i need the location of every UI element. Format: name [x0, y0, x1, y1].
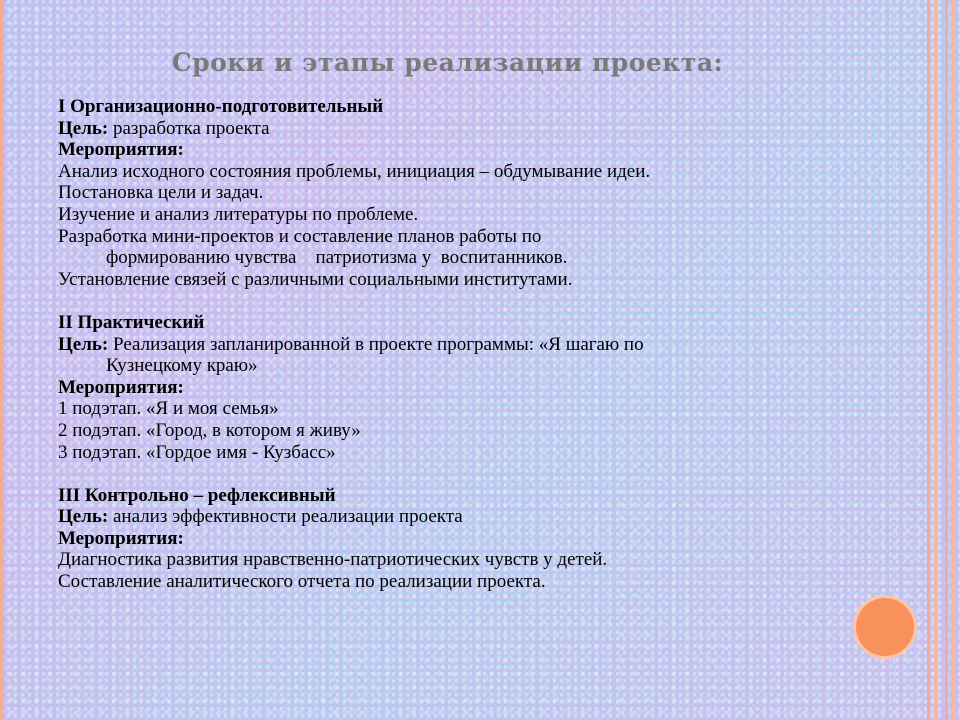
goal-text: Реализация запланированной в проекте программы: «Я шагаю по: [108, 333, 644, 355]
stage3-event: Составление аналитического отчета по реализации проекта.: [58, 571, 546, 593]
goal-label: Цель:: [58, 506, 109, 528]
stage1-events-label: Мероприятия:: [58, 139, 184, 161]
stage2-goal: [58, 334, 858, 356]
goal-text: разработка проекта: [108, 117, 270, 139]
decorative-orange-circle: [856, 598, 914, 656]
stage3-event: Диагностика развития нравственно-патриотических чувств у детей.: [58, 549, 608, 571]
stage2-goal-continuation: Кузнецкому краю»: [106, 355, 258, 377]
stage1-goal: [58, 118, 858, 140]
goal-label: Цель:: [58, 117, 109, 139]
spacer: [58, 463, 858, 485]
stage3-heading: III Контрольно – рефлексивный: [58, 484, 336, 506]
slide-content: [58, 96, 858, 593]
goal-label: Цель:: [58, 333, 109, 355]
right-border-line: [945, 0, 948, 720]
stage2-event: 2 подэтап. «Город, в котором я живу»: [58, 419, 361, 441]
stage3-goal: [58, 506, 858, 528]
right-border-line: [927, 0, 930, 720]
stage2-heading: II Практический: [58, 311, 205, 333]
goal-text: анализ эффективности реализации проекта: [108, 506, 463, 528]
stage1-event: Изучение и анализ литературы по проблеме.: [58, 203, 419, 225]
right-border-line: [952, 0, 956, 720]
stage1-heading: I Организационно-подготовительный: [58, 96, 384, 117]
stage1-event: Установление связей с различными социальными институтами.: [58, 268, 573, 290]
stage2-events-label: Мероприятия:: [58, 376, 184, 398]
slide-title: Сроки и этапы реализации проекта:: [171, 48, 724, 77]
stage2-event: 1 подэтап. «Я и моя семья»: [58, 398, 279, 420]
spacer: [58, 290, 858, 312]
stage1-event: Постановка цели и задач.: [58, 182, 264, 204]
stage1-event: Разработка мини-проектов и составление планов работы по: [58, 225, 542, 247]
right-border-line: [934, 0, 938, 720]
stage3-events-label: Мероприятия:: [58, 527, 184, 549]
left-border-line: [0, 0, 4, 720]
stage1-event: Анализ исходного состояния проблемы, инициация – обдумывание идеи.: [58, 160, 651, 182]
stage2-event: 3 подэтап. «Гордое имя - Кузбасс»: [58, 441, 336, 463]
stage1-event-continuation: формированию чувства патриотизма у воспитанников.: [106, 247, 568, 269]
